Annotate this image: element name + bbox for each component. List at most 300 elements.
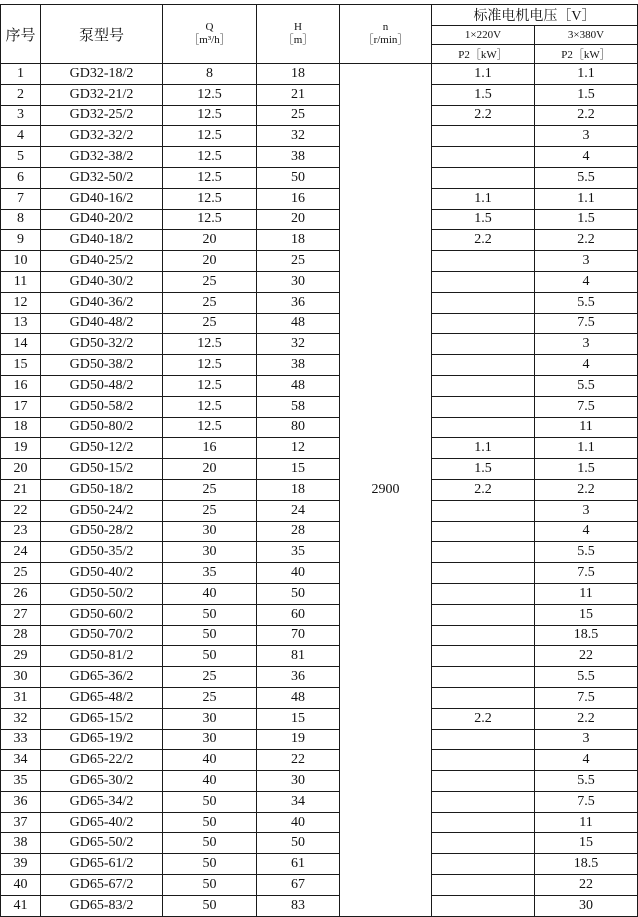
cell-model: GD40-25/2 <box>41 251 163 272</box>
cell-seq: 33 <box>1 729 41 750</box>
cell-head: 67 <box>257 875 340 896</box>
table-row <box>1 812 638 833</box>
cell-power-three-phase: 5.5 <box>535 292 638 313</box>
cell-model: GD32-25/2 <box>41 105 163 126</box>
table-row <box>1 417 638 438</box>
table-row <box>1 479 638 500</box>
cell-power-single-phase <box>432 667 535 688</box>
cell-seq: 22 <box>1 500 41 521</box>
table-row <box>1 396 638 417</box>
table-row <box>1 729 638 750</box>
cell-power-single-phase <box>432 147 535 168</box>
cell-power-three-phase: 11 <box>535 417 638 438</box>
cell-power-single-phase <box>432 833 535 854</box>
table-header <box>1 5 638 64</box>
cell-head: 18 <box>257 230 340 251</box>
table-row <box>1 833 638 854</box>
cell-seq: 35 <box>1 771 41 792</box>
cell-seq: 27 <box>1 604 41 625</box>
cell-head: 25 <box>257 105 340 126</box>
header-model: 泵型号 <box>41 5 163 64</box>
cell-model: GD32-50/2 <box>41 167 163 188</box>
cell-flow: 50 <box>163 895 257 916</box>
cell-power-single-phase <box>432 791 535 812</box>
cell-power-single-phase <box>432 854 535 875</box>
table-row <box>1 209 638 230</box>
cell-head: 16 <box>257 188 340 209</box>
cell-power-single-phase: 2.2 <box>432 230 535 251</box>
cell-model: GD65-48/2 <box>41 687 163 708</box>
cell-power-three-phase: 1.1 <box>535 64 638 85</box>
cell-power-single-phase <box>432 521 535 542</box>
cell-flow: 12.5 <box>163 396 257 417</box>
cell-head: 18 <box>257 64 340 85</box>
cell-flow: 50 <box>163 625 257 646</box>
cell-head: 36 <box>257 667 340 688</box>
cell-power-three-phase: 7.5 <box>535 313 638 334</box>
cell-seq: 16 <box>1 375 41 396</box>
cell-flow: 25 <box>163 500 257 521</box>
cell-seq: 15 <box>1 355 41 376</box>
cell-head: 21 <box>257 84 340 105</box>
cell-flow: 12.5 <box>163 126 257 147</box>
cell-model: GD65-22/2 <box>41 750 163 771</box>
cell-power-single-phase: 2.2 <box>432 708 535 729</box>
cell-head: 48 <box>257 687 340 708</box>
cell-power-single-phase <box>432 895 535 916</box>
cell-model: GD65-15/2 <box>41 708 163 729</box>
table-row <box>1 687 638 708</box>
table-row <box>1 750 638 771</box>
table-row <box>1 875 638 896</box>
cell-flow: 40 <box>163 771 257 792</box>
cell-power-single-phase <box>432 355 535 376</box>
cell-model: GD50-60/2 <box>41 604 163 625</box>
cell-model: GD50-15/2 <box>41 459 163 480</box>
table-row <box>1 521 638 542</box>
table-row <box>1 500 638 521</box>
cell-flow: 12.5 <box>163 375 257 396</box>
table-row <box>1 292 638 313</box>
cell-seq: 12 <box>1 292 41 313</box>
cell-power-three-phase: 4 <box>535 521 638 542</box>
cell-speed: 2900 <box>340 64 432 917</box>
cell-power-single-phase <box>432 687 535 708</box>
cell-flow: 8 <box>163 64 257 85</box>
table-body <box>1 64 638 917</box>
cell-power-single-phase <box>432 126 535 147</box>
cell-seq: 6 <box>1 167 41 188</box>
cell-flow: 50 <box>163 791 257 812</box>
table-row <box>1 854 638 875</box>
cell-flow: 25 <box>163 479 257 500</box>
cell-power-three-phase: 1.5 <box>535 84 638 105</box>
cell-power-single-phase: 1.5 <box>432 84 535 105</box>
header-n-unit: ［r/min］ <box>362 34 409 46</box>
cell-power-single-phase <box>432 500 535 521</box>
cell-power-three-phase: 5.5 <box>535 167 638 188</box>
cell-flow: 12.5 <box>163 147 257 168</box>
cell-flow: 25 <box>163 313 257 334</box>
cell-power-three-phase: 5.5 <box>535 667 638 688</box>
cell-seq: 29 <box>1 646 41 667</box>
cell-power-single-phase <box>432 334 535 355</box>
pump-spec-table <box>0 4 638 917</box>
cell-flow: 25 <box>163 667 257 688</box>
header-seq: 序号 <box>1 5 41 64</box>
table-row <box>1 542 638 563</box>
cell-head: 35 <box>257 542 340 563</box>
cell-flow: 50 <box>163 854 257 875</box>
cell-head: 28 <box>257 521 340 542</box>
table-row <box>1 126 638 147</box>
cell-flow: 20 <box>163 251 257 272</box>
cell-seq: 31 <box>1 687 41 708</box>
cell-power-three-phase: 2.2 <box>535 479 638 500</box>
cell-flow: 50 <box>163 646 257 667</box>
cell-model: GD32-32/2 <box>41 126 163 147</box>
cell-power-single-phase: 1.1 <box>432 188 535 209</box>
cell-model: GD50-28/2 <box>41 521 163 542</box>
cell-power-three-phase: 11 <box>535 812 638 833</box>
cell-power-three-phase: 3 <box>535 251 638 272</box>
cell-seq: 3 <box>1 105 41 126</box>
table-row <box>1 583 638 604</box>
cell-flow: 30 <box>163 708 257 729</box>
cell-power-three-phase: 4 <box>535 355 638 376</box>
cell-flow: 35 <box>163 563 257 584</box>
cell-head: 81 <box>257 646 340 667</box>
cell-model: GD65-34/2 <box>41 791 163 812</box>
cell-seq: 26 <box>1 583 41 604</box>
table-row <box>1 230 638 251</box>
cell-model: GD50-24/2 <box>41 500 163 521</box>
cell-power-three-phase: 11 <box>535 583 638 604</box>
cell-flow: 12.5 <box>163 167 257 188</box>
cell-seq: 5 <box>1 147 41 168</box>
cell-power-three-phase: 2.2 <box>535 230 638 251</box>
table-row <box>1 771 638 792</box>
cell-seq: 8 <box>1 209 41 230</box>
cell-flow: 30 <box>163 521 257 542</box>
cell-model: GD65-50/2 <box>41 833 163 854</box>
cell-power-three-phase: 3 <box>535 334 638 355</box>
cell-flow: 20 <box>163 459 257 480</box>
cell-model: GD32-38/2 <box>41 147 163 168</box>
cell-flow: 50 <box>163 812 257 833</box>
cell-seq: 14 <box>1 334 41 355</box>
cell-power-three-phase: 1.1 <box>535 438 638 459</box>
cell-flow: 12.5 <box>163 209 257 230</box>
cell-model: GD32-21/2 <box>41 84 163 105</box>
cell-seq: 37 <box>1 812 41 833</box>
cell-power-three-phase: 5.5 <box>535 771 638 792</box>
table-row <box>1 708 638 729</box>
cell-flow: 16 <box>163 438 257 459</box>
cell-power-three-phase: 1.5 <box>535 209 638 230</box>
cell-seq: 2 <box>1 84 41 105</box>
cell-power-single-phase: 1.5 <box>432 209 535 230</box>
header-q-symbol: Q <box>205 21 214 33</box>
cell-seq: 34 <box>1 750 41 771</box>
header-single-phase: 1×220V <box>432 26 535 45</box>
cell-flow: 12.5 <box>163 188 257 209</box>
cell-power-single-phase <box>432 875 535 896</box>
cell-power-single-phase <box>432 563 535 584</box>
cell-seq: 21 <box>1 479 41 500</box>
cell-flow: 12.5 <box>163 334 257 355</box>
cell-seq: 36 <box>1 791 41 812</box>
cell-seq: 39 <box>1 854 41 875</box>
cell-model: GD40-36/2 <box>41 292 163 313</box>
cell-head: 58 <box>257 396 340 417</box>
cell-power-three-phase: 7.5 <box>535 396 638 417</box>
cell-model: GD65-19/2 <box>41 729 163 750</box>
cell-power-single-phase <box>432 729 535 750</box>
cell-model: GD40-30/2 <box>41 271 163 292</box>
cell-seq: 19 <box>1 438 41 459</box>
cell-head: 50 <box>257 583 340 604</box>
header-p2-single: P2［kW］ <box>432 45 535 64</box>
table-row <box>1 791 638 812</box>
cell-power-three-phase: 15 <box>535 604 638 625</box>
cell-seq: 11 <box>1 271 41 292</box>
cell-head: 50 <box>257 167 340 188</box>
cell-power-single-phase <box>432 396 535 417</box>
cell-head: 61 <box>257 854 340 875</box>
table-row <box>1 438 638 459</box>
table-row <box>1 604 638 625</box>
cell-flow: 50 <box>163 875 257 896</box>
cell-power-single-phase <box>432 375 535 396</box>
cell-flow: 12.5 <box>163 417 257 438</box>
cell-power-three-phase: 4 <box>535 271 638 292</box>
cell-head: 48 <box>257 313 340 334</box>
table-row <box>1 84 638 105</box>
cell-head: 60 <box>257 604 340 625</box>
table-row <box>1 105 638 126</box>
cell-power-three-phase: 15 <box>535 833 638 854</box>
cell-power-single-phase <box>432 167 535 188</box>
cell-power-three-phase: 22 <box>535 646 638 667</box>
cell-head: 12 <box>257 438 340 459</box>
cell-head: 48 <box>257 375 340 396</box>
cell-power-three-phase: 7.5 <box>535 791 638 812</box>
cell-seq: 41 <box>1 895 41 916</box>
header-q <box>163 5 257 64</box>
cell-power-three-phase: 4 <box>535 750 638 771</box>
cell-model: GD32-18/2 <box>41 64 163 85</box>
cell-model: GD65-61/2 <box>41 854 163 875</box>
table-row <box>1 646 638 667</box>
cell-model: GD65-40/2 <box>41 812 163 833</box>
cell-power-single-phase <box>432 417 535 438</box>
cell-flow: 25 <box>163 687 257 708</box>
cell-model: GD40-18/2 <box>41 230 163 251</box>
cell-power-three-phase: 5.5 <box>535 542 638 563</box>
cell-seq: 40 <box>1 875 41 896</box>
cell-head: 83 <box>257 895 340 916</box>
cell-model: GD50-50/2 <box>41 583 163 604</box>
cell-power-three-phase: 7.5 <box>535 563 638 584</box>
cell-head: 38 <box>257 147 340 168</box>
table-row <box>1 188 638 209</box>
cell-model: GD65-83/2 <box>41 895 163 916</box>
cell-power-three-phase: 3 <box>535 126 638 147</box>
cell-power-three-phase: 2.2 <box>535 708 638 729</box>
cell-head: 15 <box>257 459 340 480</box>
cell-seq: 18 <box>1 417 41 438</box>
cell-model: GD40-16/2 <box>41 188 163 209</box>
table-row <box>1 64 638 85</box>
cell-power-single-phase: 2.2 <box>432 105 535 126</box>
cell-power-three-phase: 1.1 <box>535 188 638 209</box>
cell-head: 30 <box>257 271 340 292</box>
cell-power-single-phase <box>432 271 535 292</box>
cell-flow: 12.5 <box>163 84 257 105</box>
cell-model: GD40-20/2 <box>41 209 163 230</box>
cell-head: 80 <box>257 417 340 438</box>
table-row <box>1 147 638 168</box>
cell-seq: 7 <box>1 188 41 209</box>
table-row <box>1 895 638 916</box>
cell-head: 32 <box>257 126 340 147</box>
header-p2-three: P2［kW］ <box>535 45 638 64</box>
header-h <box>257 5 340 64</box>
cell-head: 25 <box>257 251 340 272</box>
cell-power-single-phase <box>432 812 535 833</box>
cell-seq: 10 <box>1 251 41 272</box>
cell-power-three-phase: 2.2 <box>535 105 638 126</box>
header-n-symbol: n <box>382 21 389 33</box>
cell-power-three-phase: 4 <box>535 147 638 168</box>
cell-seq: 1 <box>1 64 41 85</box>
cell-power-single-phase <box>432 292 535 313</box>
cell-flow: 25 <box>163 292 257 313</box>
cell-model: GD50-81/2 <box>41 646 163 667</box>
cell-model: GD65-30/2 <box>41 771 163 792</box>
cell-power-single-phase <box>432 750 535 771</box>
cell-model: GD40-48/2 <box>41 313 163 334</box>
cell-seq: 24 <box>1 542 41 563</box>
table-row <box>1 667 638 688</box>
cell-head: 70 <box>257 625 340 646</box>
cell-flow: 50 <box>163 604 257 625</box>
cell-head: 40 <box>257 812 340 833</box>
cell-head: 19 <box>257 729 340 750</box>
table-row <box>1 563 638 584</box>
cell-power-single-phase: 1.1 <box>432 438 535 459</box>
cell-flow: 40 <box>163 750 257 771</box>
cell-power-single-phase <box>432 542 535 563</box>
cell-power-single-phase <box>432 604 535 625</box>
header-q-unit: ［m³/h］ <box>188 34 231 46</box>
cell-model: GD65-36/2 <box>41 667 163 688</box>
cell-power-three-phase: 5.5 <box>535 375 638 396</box>
cell-model: GD50-38/2 <box>41 355 163 376</box>
cell-head: 34 <box>257 791 340 812</box>
cell-seq: 17 <box>1 396 41 417</box>
cell-power-three-phase: 3 <box>535 500 638 521</box>
cell-flow: 25 <box>163 271 257 292</box>
cell-power-three-phase: 1.5 <box>535 459 638 480</box>
cell-power-single-phase <box>432 313 535 334</box>
table-row <box>1 355 638 376</box>
cell-power-three-phase: 18.5 <box>535 854 638 875</box>
cell-flow: 30 <box>163 542 257 563</box>
cell-model: GD50-12/2 <box>41 438 163 459</box>
header-h-symbol: H <box>294 21 302 33</box>
table-row <box>1 625 638 646</box>
cell-model: GD50-80/2 <box>41 417 163 438</box>
cell-seq: 25 <box>1 563 41 584</box>
table-row <box>1 271 638 292</box>
cell-head: 15 <box>257 708 340 729</box>
cell-head: 32 <box>257 334 340 355</box>
cell-flow: 40 <box>163 583 257 604</box>
cell-flow: 50 <box>163 833 257 854</box>
cell-seq: 28 <box>1 625 41 646</box>
cell-model: GD50-70/2 <box>41 625 163 646</box>
table-row <box>1 167 638 188</box>
cell-power-three-phase: 18.5 <box>535 625 638 646</box>
cell-power-single-phase: 1.1 <box>432 64 535 85</box>
cell-model: GD50-32/2 <box>41 334 163 355</box>
cell-head: 40 <box>257 563 340 584</box>
cell-seq: 9 <box>1 230 41 251</box>
header-three-phase: 3×380V <box>535 26 638 45</box>
header-motor-voltage: 标准电机电压［V］ <box>432 5 638 26</box>
cell-power-single-phase <box>432 251 535 272</box>
cell-power-three-phase: 22 <box>535 875 638 896</box>
cell-model: GD50-40/2 <box>41 563 163 584</box>
cell-model: GD50-18/2 <box>41 479 163 500</box>
cell-power-single-phase <box>432 646 535 667</box>
header-n <box>340 5 432 64</box>
cell-head: 22 <box>257 750 340 771</box>
header-h-unit: ［m］ <box>282 34 314 46</box>
cell-flow: 12.5 <box>163 355 257 376</box>
cell-seq: 30 <box>1 667 41 688</box>
cell-flow: 30 <box>163 729 257 750</box>
cell-power-three-phase: 3 <box>535 729 638 750</box>
cell-head: 20 <box>257 209 340 230</box>
cell-power-three-phase: 30 <box>535 895 638 916</box>
cell-power-single-phase <box>432 625 535 646</box>
table-row <box>1 251 638 272</box>
cell-head: 18 <box>257 479 340 500</box>
cell-power-three-phase: 7.5 <box>535 687 638 708</box>
table-row <box>1 313 638 334</box>
cell-model: GD50-35/2 <box>41 542 163 563</box>
table-row <box>1 375 638 396</box>
cell-seq: 32 <box>1 708 41 729</box>
cell-seq: 38 <box>1 833 41 854</box>
cell-flow: 12.5 <box>163 105 257 126</box>
cell-power-single-phase: 2.2 <box>432 479 535 500</box>
cell-seq: 23 <box>1 521 41 542</box>
cell-seq: 13 <box>1 313 41 334</box>
cell-head: 50 <box>257 833 340 854</box>
table-row <box>1 334 638 355</box>
cell-seq: 4 <box>1 126 41 147</box>
cell-power-single-phase <box>432 583 535 604</box>
table-row <box>1 459 638 480</box>
cell-power-single-phase <box>432 771 535 792</box>
cell-flow: 20 <box>163 230 257 251</box>
cell-seq: 20 <box>1 459 41 480</box>
cell-model: GD65-67/2 <box>41 875 163 896</box>
